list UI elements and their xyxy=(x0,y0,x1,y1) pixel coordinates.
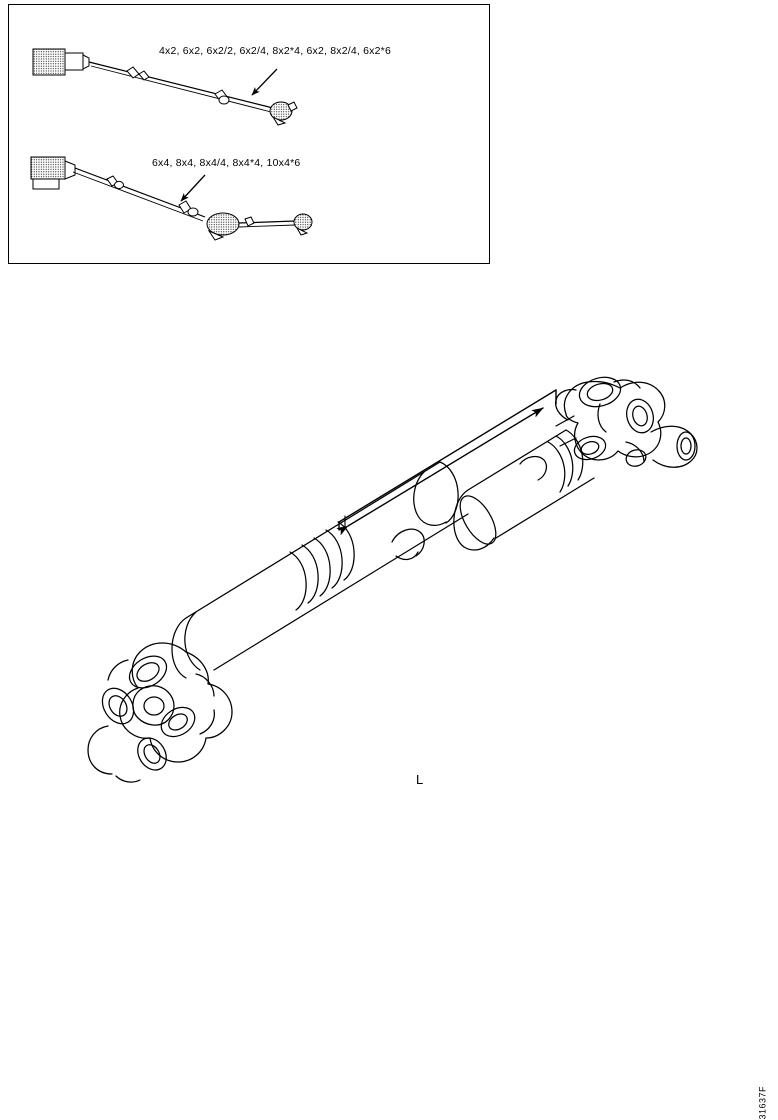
schematic-row-2 xyxy=(31,157,312,240)
schematic-panel xyxy=(8,4,490,264)
shaft-tube-rear xyxy=(453,430,594,550)
figure-id: 31637F xyxy=(758,1086,768,1120)
universal-joint-rear xyxy=(556,373,697,469)
propeller-shaft-drawing xyxy=(0,330,778,930)
schematic-row-2-label: 6x4, 8x4, 8x4/4, 8x4*4, 10x4*6 xyxy=(152,157,301,169)
schematic-row-1 xyxy=(33,49,297,125)
slip-yoke-tube-front xyxy=(172,462,468,678)
universal-joint-front xyxy=(88,643,232,782)
dimension-label-L: L xyxy=(416,772,424,787)
schematic-diagram xyxy=(9,5,491,265)
schematic-row-1-label: 4x2, 6x2, 6x2/2, 6x2/4, 8x2*4, 6x2, 8x2/4, 6x2*6 xyxy=(159,45,391,57)
propeller-shaft-svg xyxy=(0,330,778,930)
